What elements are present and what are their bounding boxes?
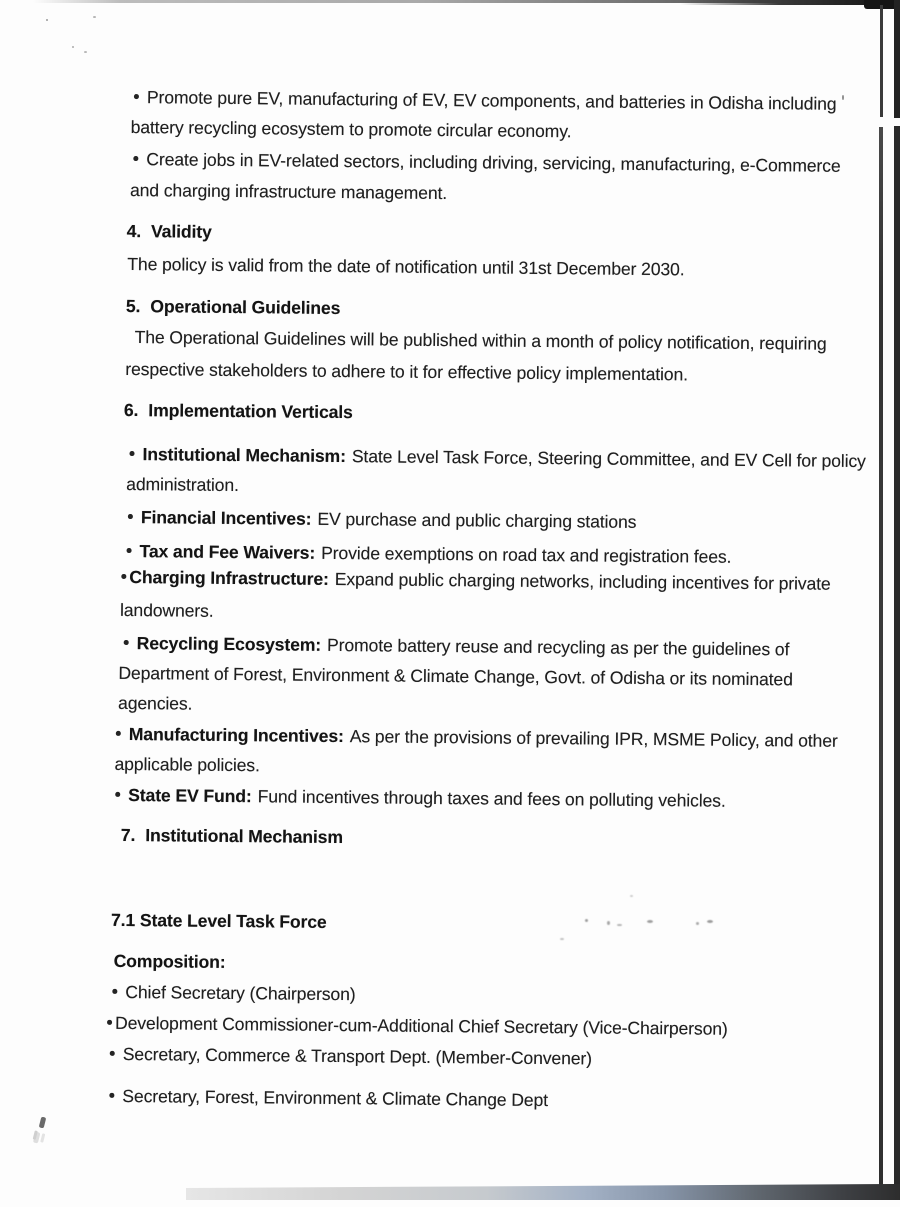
section-7-heading <box>121 824 343 848</box>
smudge-speck <box>630 895 633 897</box>
bullet-icon <box>121 574 126 579</box>
section-5-heading <box>126 295 341 319</box>
objective-bullet-line <box>133 148 840 177</box>
bullet-icon <box>128 514 133 519</box>
dust-speck <box>93 16 96 18</box>
section-5-body-line: The Operational Guidelines will be published within a month of policy notification, requiring <box>134 327 827 354</box>
section-number: 6. <box>123 399 139 421</box>
member-bullet-line: Secretary, Forest, Environment & Climate Change Dept <box>109 1085 548 1111</box>
bullet-icon <box>133 156 138 161</box>
member-bullet-line: Development Commissioner-cum-Additional Chief Secretary (Vice-Chairperson) <box>107 1012 728 1040</box>
vertical-bullet-line: Recycling Ecosystem: Promote battery reuse and recycling as per the guidelines of <box>124 632 790 660</box>
bullet-icon <box>112 989 117 994</box>
bullet-icon <box>127 548 132 553</box>
vertical-continuation-line: applicable policies. <box>114 753 260 776</box>
dust-speck <box>84 51 87 53</box>
section-title: Implementation Verticals <box>148 400 353 423</box>
section-title: Operational Guidelines <box>150 296 341 319</box>
vertical-bullet-line: Charging Infrastructure: Expand public charging networks, including incentives for private <box>121 566 831 595</box>
section-title: Institutional Mechanism <box>145 825 344 848</box>
member-bullet-line: Chief Secretary (Chairperson) <box>112 981 355 1005</box>
section-title: Validity <box>150 221 212 242</box>
vertical-bullet-line: State EV Fund: Fund incentives through taxes and fees on polluting vehicles. <box>115 784 726 812</box>
vertical-bullet-line: Financial Incentives: EV purchase and public charging stations <box>128 506 637 533</box>
smudge-speck <box>585 919 588 922</box>
objective-continuation-line: and charging infrastructure management. <box>129 180 448 204</box>
objective-text: Create jobs in EV-related sectors, including driving, servicing, manufacturing, e-Commerce <box>146 149 841 176</box>
dust-speck <box>842 95 844 100</box>
objective-continuation-line: battery recycling ecosystem to promote circular economy. <box>130 117 572 142</box>
vertical-continuation-line: agencies. <box>118 692 193 714</box>
smudge-speck <box>617 924 622 926</box>
bullet-icon <box>124 640 129 645</box>
bullet-icon <box>134 94 139 99</box>
vertical-continuation-line: administration. <box>126 473 239 496</box>
scan-artifact-right-line-inner <box>879 127 883 1200</box>
scan-artifact-right-line-outer-top <box>894 0 900 118</box>
smudge-speck <box>647 920 653 923</box>
dust-speck <box>72 46 74 48</box>
bullet-icon <box>109 1093 114 1098</box>
vertical-bullet-line: Manufacturing Incentives: As per the provisions of prevailing IPR, MSME Policy, and other <box>116 723 838 752</box>
member-bullet-line: Secretary, Commerce & Transport Dept. (Member-Convener) <box>110 1043 592 1070</box>
vertical-bullet-line: Tax and Fee Waivers: Provide exemptions on road tax and registration fees. <box>126 540 731 568</box>
dust-speck <box>46 19 48 21</box>
section-5-body-line: respective stakeholders to adhere to it for effective policy implementation. <box>125 358 689 385</box>
scan-artifact-right-line-inner-top <box>880 5 883 117</box>
bullet-icon <box>110 1051 115 1056</box>
section-6-heading <box>124 399 353 423</box>
section-number: 7. <box>120 824 136 846</box>
smudge-speck <box>696 922 699 925</box>
objective-text: Promote pure EV, manufacturing of EV, EV components, and batteries in Odisha including <box>146 87 837 114</box>
objective-bullet-line <box>134 86 837 115</box>
bullet-icon <box>115 792 120 797</box>
section-number: 5. <box>125 295 141 317</box>
section-7-1-heading: 7.1 State Level Task Force <box>110 909 327 932</box>
vertical-bullet-line: Institutional Mechanism: State Level Task Force, Steering Committee, and EV Cell for policy <box>129 443 866 472</box>
scan-artifact-right-line-outer <box>894 126 900 1200</box>
vertical-continuation-line: landowners. <box>119 599 214 621</box>
bullet-icon <box>116 731 121 736</box>
bullet-icon <box>107 1020 112 1025</box>
composition-label: Composition: <box>113 950 226 972</box>
vertical-continuation-line: Department of Forest, Environment & Climate Change, Govt. of Odisha or its nominated <box>118 662 793 690</box>
smudge-speck <box>607 921 610 925</box>
smudge-speck <box>707 920 713 923</box>
section-number: 4. <box>126 220 142 242</box>
bullet-icon <box>129 451 134 456</box>
smudge-speck <box>560 938 564 940</box>
section-4-body: The policy is valid from the date of notification until 31st December 2030. <box>127 253 685 280</box>
section-4-heading <box>127 220 212 243</box>
